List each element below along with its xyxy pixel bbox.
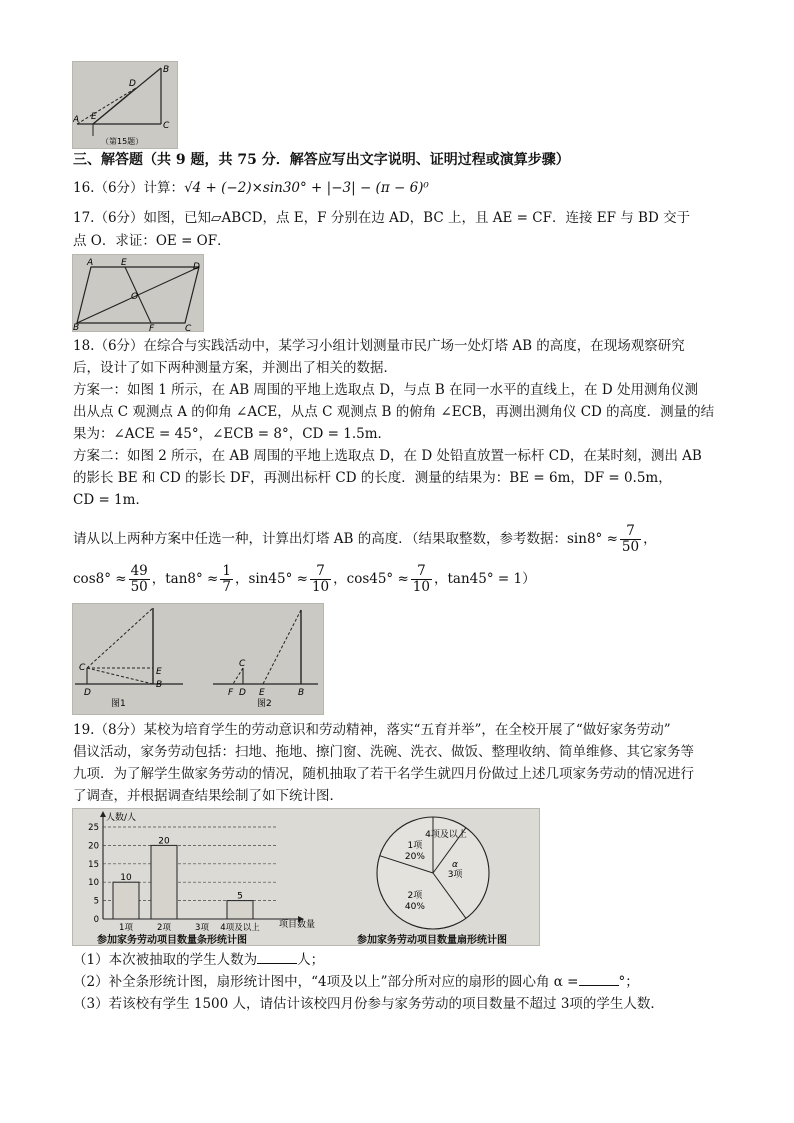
bar-value-label: 20 bbox=[158, 836, 170, 847]
q19-sub-3: （3）若该校有学生 1500 人，请估计该校四月份参与家务劳动的项目数量不超过 3项的学生人数． bbox=[73, 996, 664, 1012]
q19-sub-2 bbox=[73, 972, 733, 992]
q17-line-1: 17.（6分）如图，已知▱ABCD，点 E，F 分别在边 AD，BC 上，且 AE = CF．连接 EF 与 BD 交于 bbox=[73, 210, 691, 226]
pie-slice-value: 40% bbox=[404, 901, 425, 912]
fig2-label-d: D bbox=[239, 688, 246, 698]
q18-line-4: 出从点 C 观测点 A 的仰角 ∠ACE，从点 C 观测点 B 的俯角 ∠ECB，再测出测角仪 CD 的高度．测量的结 bbox=[73, 404, 715, 420]
q18-line-10 bbox=[73, 562, 733, 596]
cos8-numerator: 49 bbox=[130, 563, 148, 579]
sin45-numerator: 7 bbox=[310, 564, 331, 580]
q17-line-2: 点 O．求证：OE = OF． bbox=[73, 233, 231, 249]
bar-y-tick-label: 25 bbox=[88, 823, 99, 833]
figure-q18-schemes bbox=[72, 603, 324, 715]
bar-0 bbox=[113, 882, 139, 919]
pie-angle-label: α bbox=[452, 860, 458, 870]
fig2-caption: 图2 bbox=[257, 699, 272, 709]
answer-blank-2[interactable] bbox=[579, 985, 619, 986]
cos8-label: cos8° ≈ bbox=[73, 571, 127, 587]
question-16 bbox=[73, 178, 733, 198]
section-heading: 三、解答题（共 9 题，共 75 分．解答应写出文字说明、证明过程或演算步骤） bbox=[73, 152, 570, 168]
bar-chart-xlabel: 项目数量 bbox=[279, 920, 316, 930]
bar-value-label: 10 bbox=[120, 873, 132, 884]
q18-line-2: 后，设计了如下两种测量方案，并测出了相关的数据． bbox=[73, 360, 397, 376]
cos45-numerator: 7 bbox=[411, 564, 432, 580]
q18-line-8: CD = 1m． bbox=[73, 492, 149, 508]
q17-diagram bbox=[73, 255, 203, 331]
fig1-label-c: C bbox=[79, 663, 86, 673]
bar-category-label: 1项 bbox=[119, 923, 133, 933]
fraction-sin8 bbox=[620, 524, 641, 555]
fig2-label-b: B bbox=[298, 688, 305, 698]
fraction-tan8 bbox=[220, 564, 233, 595]
pie-slice-label: 2项 bbox=[407, 890, 423, 901]
q19-line-3: 九项．为了解学生做家务劳动的情况，随机抽取了若干名学生就四月份做过上述几项家务劳动的情况进行 bbox=[73, 766, 694, 782]
q19-line-4: 了调查，并根据调查结果绘制了如下统计图． bbox=[73, 788, 343, 804]
fig15-label-b: B bbox=[163, 65, 170, 75]
bar-chart-title: 参加家务劳动项目数量条形统计图 bbox=[97, 935, 247, 946]
fraction-cos8 bbox=[129, 564, 150, 595]
figure-q17-parallelogram bbox=[72, 254, 204, 332]
q18-line-3: 方案一：如图 1 所示，在 AB 周围的平地上选取点 D，与点 B 在同一水平的直线上，在 D 处用测角仪测 bbox=[73, 382, 698, 398]
q17-label-e: E bbox=[121, 258, 127, 268]
fig15-label-c: C bbox=[163, 121, 170, 131]
fraction-cos45 bbox=[411, 564, 432, 595]
q17-label-c: C bbox=[185, 324, 192, 331]
bar-value-label: 5 bbox=[237, 891, 243, 902]
fig15-label-a: A bbox=[73, 115, 80, 125]
q16-expression: √4 + (−2)×sin30° + |−3| − (π − 6)⁰ bbox=[184, 180, 429, 196]
q18-reference-intro: 请从以上两种方案中任选一种，计算出灯塔 AB 的高度．（结果取整数，参考数据：sin8° ≈ bbox=[73, 531, 618, 547]
q19-line-2: 倡议活动，家务劳动包括：扫地、拖地、擦门窗、洗碗、洗衣、做饭、整理收纳、简单维修、其它家务等 bbox=[73, 744, 694, 760]
q19-sub-1 bbox=[73, 950, 733, 970]
q18-line-5: 果为：∠ACE = 45°，∠ECB = 8°，CD = 1.5m． bbox=[73, 426, 392, 442]
bar-y-tick-label: 20 bbox=[88, 841, 99, 852]
sin45-denominator: 10 bbox=[311, 579, 330, 595]
q19-line-1: 19.（8分）某校为培育学生的劳动意识和劳动精神，落实“五育并举”，在全校开展了“做好家务劳动” bbox=[73, 722, 671, 738]
q17-label-d: D bbox=[193, 262, 200, 272]
tan8-numerator: 1 bbox=[222, 563, 231, 579]
q19-sub2-text: （2）补全条形统计图，扇形统计图中，“4项及以上”部分所对应的扇形的圆心角 α = bbox=[73, 974, 579, 990]
bar-y-tick-label: 10 bbox=[88, 878, 99, 889]
figure-q15-diagram bbox=[73, 62, 177, 148]
fig2-label-c: C bbox=[239, 659, 246, 669]
fig1-label-e: E bbox=[156, 667, 162, 677]
fig1-caption: 图1 bbox=[111, 699, 126, 709]
cos8-denominator: 50 bbox=[130, 579, 148, 595]
pie-slice-label: 1项 bbox=[407, 841, 423, 852]
sin8-numerator: 7 bbox=[620, 524, 641, 540]
fig2-label-e: E bbox=[259, 688, 265, 698]
fig15-caption: （第15题） bbox=[101, 137, 144, 146]
q18-diagrams bbox=[73, 604, 323, 714]
q16-prefix: 16.（6分）计算： bbox=[73, 180, 185, 196]
pie-slice-value: 20% bbox=[404, 852, 425, 863]
q18-line-9: 请从以上两种方案中任选一种，计算出灯塔 AB 的高度．（结果取整数，参考数据：sin8° ≈ $\frac{7}{50}$ ， bbox=[73, 523, 657, 555]
bar-y-tick-label: 5 bbox=[93, 896, 99, 907]
q17-label-f: F bbox=[149, 324, 155, 331]
tan8-label: ，tan8° ≈ bbox=[151, 571, 219, 587]
pie-chart-title: 参加家务劳动项目数量扇形统计图 bbox=[357, 935, 507, 946]
answer-blank-1[interactable] bbox=[257, 963, 297, 964]
figure-q19-charts bbox=[72, 808, 540, 946]
fig1-label-b: B bbox=[156, 680, 163, 690]
q17-label-b: B bbox=[73, 323, 80, 331]
cos45-denominator: 10 bbox=[412, 579, 430, 595]
q19-sub2-unit: °； bbox=[618, 974, 639, 990]
q18-line-7: 的影长 BE 和 CD 的影长 DF，再测出标杆 CD 的长度．测量的结果为：BE = 6m，DF = 0.5m， bbox=[73, 470, 672, 486]
q18-line-6: 方案二：如图 2 所示，在 AB 周围的平地上选取点 D，在 D 处铅直放置一标杆 CD，在某时刻，测出 AB bbox=[73, 448, 702, 464]
bar-category-label: 2项 bbox=[157, 923, 171, 933]
bar-y-tick-label: 0 bbox=[93, 915, 99, 925]
fig1-label-d: D bbox=[84, 688, 91, 698]
figure-q15 bbox=[72, 61, 178, 149]
q18-line-1: 18.（6分）在综合与实践活动中，某学习小组计划测量市民广场一处灯塔 AB 的高度，在现场观察研究 bbox=[73, 338, 685, 354]
pie-slice-label: 4项及以上 bbox=[425, 830, 467, 841]
bar-1 bbox=[151, 845, 177, 919]
fig2-label-f: F bbox=[228, 688, 234, 698]
fig15-label-e: E bbox=[91, 112, 97, 122]
pie-slice-label: 3项 bbox=[447, 869, 463, 880]
fig15-label-d: D bbox=[129, 79, 136, 89]
q19-sub1-unit: 人； bbox=[297, 952, 325, 968]
tan45-label: ，tan45° = 1） bbox=[433, 571, 536, 587]
bar-category-label: 3项 bbox=[195, 923, 209, 933]
q19-sub1-text: （1）本次被抽取的学生人数为 bbox=[73, 952, 258, 968]
q19-charts-svg bbox=[73, 809, 539, 945]
sin45-label: ，sin45° ≈ bbox=[234, 571, 308, 587]
bar-y-tick-label: 15 bbox=[88, 859, 99, 870]
q17-label-o: O bbox=[131, 292, 139, 302]
q17-label-a: A bbox=[87, 258, 94, 268]
cos45-label: ，cos45° ≈ bbox=[333, 571, 409, 587]
bar-3 bbox=[227, 901, 253, 919]
fraction-sin45 bbox=[310, 564, 331, 595]
bar-chart-ylabel: 人数/人 bbox=[106, 813, 137, 823]
tan8-denominator: 7 bbox=[222, 579, 231, 595]
sin8-denominator: 50 bbox=[621, 539, 640, 555]
bar-category-label: 4项及以上 bbox=[220, 923, 260, 933]
